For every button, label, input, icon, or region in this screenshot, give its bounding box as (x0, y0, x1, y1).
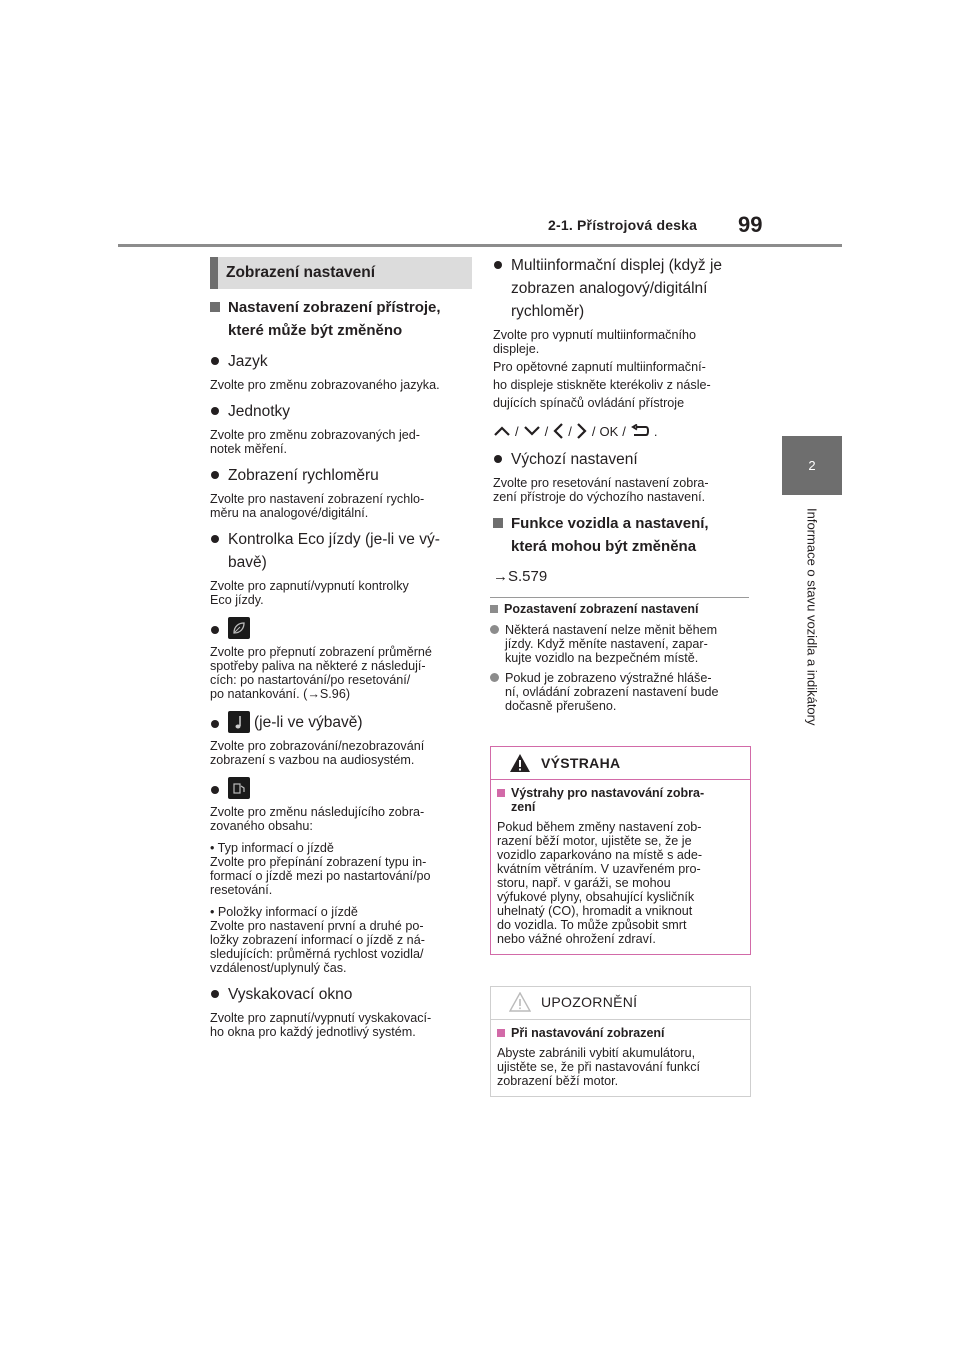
desc-line: resetování. (210, 883, 273, 897)
item-label: (je-li ve výbavě) (254, 714, 363, 731)
desc-line: Pro opětovné zapnutí multiinformační- (493, 360, 706, 374)
item-label: Jednotky (228, 403, 291, 420)
square-bullet-icon (493, 518, 503, 528)
warning-line: storu, např. v garáži, se mohou (497, 876, 671, 890)
desc-line: Zvolte pro přepínání zobrazení typu in- (210, 855, 427, 869)
item-desc (210, 805, 472, 833)
desc-line: ho okna pro každý jednotlivý systém. (210, 1025, 416, 1039)
divider (490, 597, 749, 598)
list-item-eco-indicator (210, 528, 472, 574)
item-label: Jazyk (228, 353, 268, 370)
list-item-speedometer (210, 464, 472, 487)
desc-line: zení přístroje do výchozího nastavení. (493, 490, 706, 504)
warning-heading (497, 786, 744, 814)
desc-line: Eco jízdy. (210, 593, 264, 607)
note-item (490, 671, 752, 713)
caution-heading (497, 1026, 744, 1040)
caution-line: ujistěte se, že při nastavování funkcí (497, 1060, 701, 1074)
leaf-icon (228, 617, 250, 639)
warning-body (491, 780, 750, 954)
bullet-icon (211, 407, 219, 415)
note-item (490, 623, 752, 665)
caution-title: UPOZORNĚNÍ (541, 994, 638, 1010)
note-line: jízdy. Když měníte nastavení, zapar- (505, 637, 708, 651)
list-item-trip-info (210, 777, 472, 799)
warning-heading-line: zení (511, 800, 536, 814)
subheading-line: Nastavení zobrazení přístroje, (228, 299, 441, 316)
caution-body (491, 1020, 750, 1096)
list-item-multi-display (493, 254, 755, 323)
warning-triangle-icon (509, 753, 531, 773)
item-desc (210, 428, 472, 456)
chapter-title: Informace o stavu vozidla a indikátory (804, 508, 820, 726)
right-column (493, 254, 755, 585)
item-desc (210, 378, 472, 392)
square-bullet-icon (497, 1029, 505, 1037)
warning-line: Pokud během změny nastavení zob- (497, 820, 702, 834)
period: . (653, 423, 658, 439)
separator: / (568, 423, 572, 439)
sub-bullet (210, 841, 472, 897)
desc-line: Zvolte pro nastavení první a druhé po- (210, 919, 424, 933)
caution-line: Abyste zabránili vybití akumulátoru, (497, 1046, 696, 1060)
caution-line: zobrazení běží motor. (497, 1074, 619, 1088)
desc-line: Zvolte pro nastavení zobrazení rychlo- (210, 492, 425, 506)
list-item-eco-fuel (210, 617, 472, 639)
desc-line: dujících spínačů ovládání přístroje (493, 396, 685, 410)
caution-triangle-icon (509, 992, 531, 1012)
item-desc (493, 328, 755, 410)
chevron-right-icon (576, 422, 588, 440)
bullet-icon (211, 720, 219, 728)
warning-header (491, 747, 750, 780)
desc-line: Zvolte pro přepnutí zobrazení průměrné (210, 645, 432, 659)
square-bullet-icon (490, 605, 498, 613)
desc-line: ložky zobrazení informací o jízdě z ná- (210, 933, 425, 947)
item-label: Vyskakovací okno (228, 986, 353, 1003)
left-column (210, 257, 472, 1039)
note-section (490, 602, 752, 713)
ok-switch-label: OK (599, 423, 619, 439)
item-desc (210, 1011, 472, 1039)
warning-box (490, 746, 751, 955)
item-label: zobrazen analogový/digitální (511, 280, 708, 297)
warning-line: uhelnatý (CO), hromadit a vniknout (497, 904, 693, 918)
music-note-icon (228, 711, 250, 733)
desc-line: vzdálenost/uplynulý čas. (210, 961, 347, 975)
desc-line: spotřeby paliva na některé z následují- (210, 659, 426, 673)
item-label: Multiinformační displej (když je (511, 257, 723, 274)
desc-line: Zvolte pro změnu zobrazovaného jazyka. (210, 378, 440, 392)
circle-bullet-icon (490, 625, 499, 634)
desc-line: Zvolte pro změnu zobrazovaných jed- (210, 428, 420, 442)
separator: / (544, 423, 549, 439)
control-switches (493, 422, 755, 440)
item-desc (210, 739, 472, 767)
bullet-icon (211, 357, 219, 365)
note-line: Některá nastavení nelze měnit během (505, 623, 718, 637)
desc-line: zovaného obsahu: (210, 819, 313, 833)
chapter-tab: 2 (782, 436, 842, 495)
item-desc (210, 645, 472, 701)
sub-bullet-title: • Položky informací o jízdě (210, 905, 358, 919)
warning-line: do vozidla. To může způsobit smrt (497, 918, 687, 932)
chevron-left-icon (552, 422, 564, 440)
caution-heading-text: Při nastavování zobrazení (511, 1026, 665, 1040)
page-number: 99 (738, 212, 763, 237)
sub-bullet (210, 905, 472, 975)
desc-line: ho displeje stiskněte kterékoliv z násle- (493, 378, 711, 392)
item-label: bavě) (228, 554, 267, 571)
subheading-line: Funkce vozidla a nastavení, (511, 515, 709, 532)
desc-line: Zvolte pro zapnutí/vypnutí kontrolky (210, 579, 409, 593)
desc-line: po natankování. (→S.96) (210, 687, 351, 701)
desc-line: Zvolte pro resetování nastavení zobra- (493, 476, 709, 490)
section-title: 2-1. Přístrojová deska (548, 217, 698, 233)
subheading-adjustable (210, 296, 472, 342)
warning-title: VÝSTRAHA (541, 755, 621, 771)
bullet-icon (211, 471, 219, 479)
list-item-units (210, 400, 472, 423)
bullet-icon (211, 786, 219, 794)
item-label: Výchozí nastavení (511, 451, 638, 468)
desc-line: formací o jízdě mezi po nastartování/po (210, 869, 431, 883)
desc-line: Zvolte pro vypnutí multiinformačního (493, 328, 696, 342)
section-heading: Zobrazení nastavení (210, 257, 472, 289)
item-desc (210, 492, 472, 520)
circle-bullet-icon (490, 673, 499, 682)
chapter-title-vertical (782, 508, 842, 798)
item-desc (210, 579, 472, 607)
item-desc (493, 476, 755, 504)
bullet-icon (211, 535, 219, 543)
warning-line: kvátním větráním. V uzavřeném pro- (497, 862, 701, 876)
bullet-icon (211, 626, 219, 634)
desc-line: zobrazení s vazbou na audiosystém. (210, 753, 415, 767)
square-bullet-icon (210, 302, 220, 312)
bullet-icon (494, 455, 502, 463)
separator: / (515, 423, 519, 439)
caution-text (497, 1046, 744, 1088)
separator: / (622, 423, 626, 439)
desc-line: sledujících: průměrná rychlost vozidla/ (210, 947, 424, 961)
subheading-line: které může být změněno (228, 322, 403, 339)
header-rule (118, 244, 842, 247)
note-heading (490, 602, 752, 617)
list-item-language (210, 350, 472, 373)
back-arrow-icon (630, 424, 650, 438)
list-item-popup (210, 983, 472, 1006)
warning-line: razení běží motor, ujistěte se, že je (497, 834, 692, 848)
note-line: kujte vozidlo na bezpečném místě. (505, 651, 699, 665)
note-line: Pokud je zobrazeno výstražné hláše- (505, 671, 712, 685)
desc-line: displeje. (493, 342, 540, 356)
note-heading-text: Pozastavení zobrazení nastavení (504, 602, 699, 616)
desc-line: Zvolte pro zapnutí/vypnutí vyskakovací- (210, 1011, 432, 1025)
warning-line: vozidlo zaparkováno na místě s ade- (497, 848, 703, 862)
warning-heading-line: Výstrahy pro nastavování zobra- (511, 786, 705, 800)
warning-line: výfukové plyny, obsahující kysličník (497, 890, 695, 904)
desc-line: Zvolte pro změnu následujícího zobra- (210, 805, 425, 819)
desc-line: notek měření. (210, 442, 288, 456)
item-label: Kontrolka Eco jízdy (je-li ve vý- (228, 531, 440, 548)
desc-line: cích: po nastartování/po resetování/ (210, 673, 411, 687)
warning-line: nebo vážné ohrožení zdraví. (497, 932, 656, 946)
chevron-up-icon (493, 425, 511, 437)
bullet-icon (494, 261, 502, 269)
desc-line: měru na analogové/digitální. (210, 506, 369, 520)
note-line: ní, ovládání zobrazení nastavení bude (505, 685, 719, 699)
item-label: rychloměr) (511, 303, 585, 320)
item-label: Zobrazení rychloměru (228, 467, 379, 484)
list-item-audio (210, 711, 472, 734)
chevron-down-icon (523, 425, 541, 437)
sub-bullet-title: • Typ informací o jízdě (210, 841, 334, 855)
desc-line: Zvolte pro zobrazování/nezobrazování (210, 739, 425, 753)
caution-header (491, 987, 750, 1020)
page-reference[interactable]: →S.579 (493, 568, 548, 585)
separator: / (591, 423, 596, 439)
warning-text (497, 820, 744, 946)
subheading-line: která mohou být změněna (511, 538, 697, 555)
list-item-default (493, 448, 755, 471)
note-line: dočasně přerušeno. (505, 699, 617, 713)
bullet-icon (211, 990, 219, 998)
square-bullet-icon (497, 789, 505, 797)
fuel-info-icon (228, 777, 250, 799)
caution-box (490, 986, 751, 1097)
subheading-functions (493, 512, 755, 558)
